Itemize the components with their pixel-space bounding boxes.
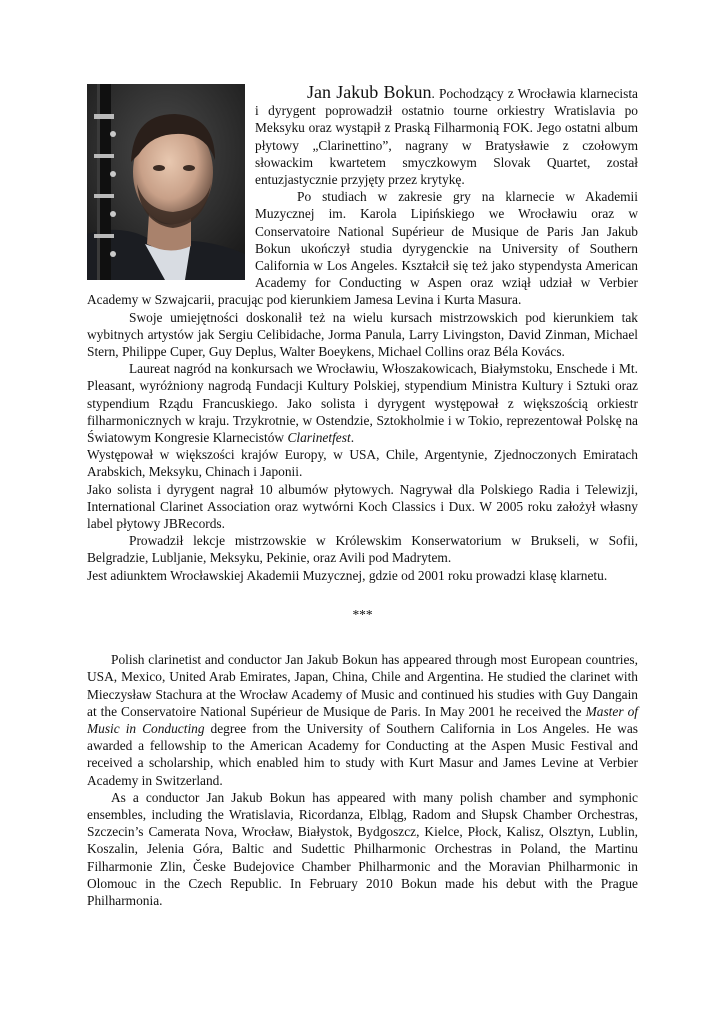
section-separator: ***	[352, 606, 373, 622]
portrait-photo	[87, 84, 245, 280]
pl-p4-text-a: Laureat nagród na konkursach we Wrocławiu, Włoszakowicach, Białymstoku, Enschede i Mt. Pleasant, wyróżniony nagrodą Fundacji Kultury Polskiej, stypendium Ministra Kultury i Sztuki oraz stypendium Rządu Francuskiego. Jako solista i dyrygent występował z większością orkiestr filharmonicznych w kraju. Trzykrotnie, w Ostendzie, Sztokholmie i w Tokio, reprezentował Polskę na Światowym Kongresie Klarnecistów	[87, 361, 638, 446]
en-paragraph-1	[87, 651, 638, 789]
pl-intro-text: . Pochodzący z Wrocławia klarnecista i dyrygent poprowadził ostatnio tourne orkiestry Wratislavia po Meksyku oraz wystąpił z Praską Filharmonią FOK. Jego ostatni album płytowy „Clarinettino”, nagrany w Bratysławie z czołowym słowackim kwartetem smyczkowym Slovak Quartet, został entuzjastycznie przyjęty przez krytykę.	[255, 86, 638, 188]
pl-paragraph-4	[87, 360, 638, 446]
pl-paragraph-5: Występował w większości krajów Europy, w USA, Chile, Argentynie, Zjednoczonych Emiratach Arabskich, Meksyku, Chinach i Japonii.	[87, 447, 638, 480]
portrait-image	[87, 84, 245, 280]
pl-paragraph-6: Jako solista i dyrygent nagrał 10 albumów płytowych. Nagrywał dla Polskiego Radia i Telewizji, International Clarinet Association oraz wytwórni Koch Classics i Dux. W 2005 roku założył własny label płytowy JBRecords.	[87, 481, 638, 532]
en-p1-text-a: Polish clarinetist and conductor Jan Jakub Bokun has appeared through most European countries, USA, Mexico, United Arab Emirates, Japan, China, Chile and Argentina. He studied the clarinet with Mieczysław Stachura at the Wrocław Academy of Music and continued his studies with Guy Dangain at the Conservatoire National Supérieur de Musique de Paris. In May 2001 he received the	[87, 652, 638, 719]
artist-name: Jan Jakub Bokun	[307, 82, 432, 102]
en-paragraph-2: As a conductor Jan Jakub Bokun has appeared with many polish chamber and symphonic ensembles, including the Wratislavia, Ricordanza, Elbląg, Radom and Słupsk Chamber Orchestras, Szczecin’s Camerata Nova, Wrocław, Białystok, Bydgoszcz, Kielce, Płock, Kalisz, Olsztyn, Lublin, Koszalin, Jelenia Góra, Baltic and Sudettic Philharmonic Orchestras in Poland, the Martinu Filharmonie Zlin, Česke Budejovice Chamber Philharmonic and the Moravian Philharmonic in Olomouc in the Czech Republic. In February 2010 Bokun made his debut with the Prague Philharmonia.	[87, 789, 638, 908]
pl-paragraph-3: Swoje umiejętności doskonalił też na wielu kursach mistrzowskich pod kierunkiem tak wybitnych artystów jak Sergiu Celibidache, Jorma Panula, Larry Livingston, David Zinman, Michael Stern, Philippe Cuper, Guy Deplus, Walter Boeykens, Michael Collins oraz Béla Kovács.	[87, 309, 638, 360]
en-p1-text-b: degree from the University of Southern California in Los Angeles. He was awarded a fellowship to the American Academy for Conducting at the Aspen Music Festival and received a scholarship, which enabled him to study with Kurt Masur and James Levine at Verbier Academy in Switzerland.	[87, 720, 638, 788]
pl-p4-italic: Clarinetfest	[287, 430, 351, 446]
pl-paragraph-7: Prowadził lekcje mistrzowskie w Królewskim Konserwatorium w Brukseli, w Sofii, Belgradzie, Lubljanie, Meksyku, Pekinie, oraz Avili pod Madrytem.	[87, 533, 638, 566]
document-page	[87, 84, 638, 909]
pl-paragraph-2: Po studiach w zakresie gry na klarnecie w Akademii Muzycznej im. Karola Lipińskiego we Wrocławiu oraz w Conservatoire National Supérieur de Musique de Paris Jan Jakub Bokun ukończył studia dyrygenckie na University of Southern California w Los Angeles. Kształcił się też jako stypendysta American Academy for Conducting w Aspen oraz wziął udział w Verbier Academy w Szwajcarii, pracując pod kierunkiem Jamesa Levina i Kurta Masura.	[87, 189, 638, 308]
en-p1-italic: Master of Music in Conducting	[87, 703, 638, 736]
pl-p4-text-b: .	[350, 430, 355, 446]
pl-paragraph-8: Jest adiunktem Wrocławskiej Akademii Muzycznej, gdzie od 2001 roku prowadzi klasę klarnetu.	[87, 567, 608, 583]
